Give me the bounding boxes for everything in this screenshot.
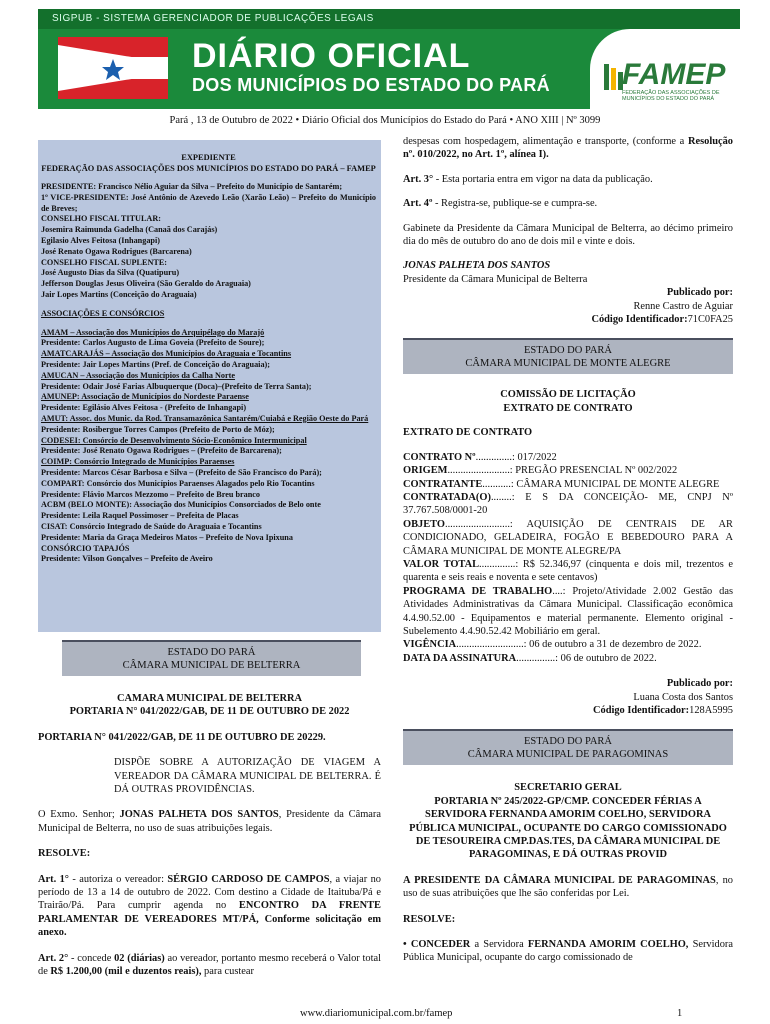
para-flag-icon [58,37,168,99]
paragominas-item: • CONCEDER a Servidora FERNANDA AMORIM COELHO, Servidora Pública Municipal, ocupante do cargo comissionado de [403,939,733,964]
association-line: ACBM (BELO MONTE): Associação dos Municípios Consorciados de Belo onte [41,500,321,510]
section-header-monte-alegre [403,338,733,374]
belterra-portaria: PORTARIA N° 041/2022/GAB, DE 11 DE OUTUBRO DE 20229. [38,731,326,743]
board-line: Jefferson Douglas Jesus Oliveira (São Geraldo do Araguaia) [41,279,251,289]
published-by-name: Renne Castro de Aguiar [633,300,733,312]
page-number: 1 [677,1008,683,1019]
belterra-ementa: DISPÕE SOBRE A AUTORIZAÇÃO DE VIAGEM A VEREADOR DA CÂMARA MUNICIPAL DE BELTERRA. É DÁ OUTRAS PROVIDÊNCIAS. [114,757,381,796]
belterra-signer-role: Presidente da Câmara Municipal de Belterra [403,273,588,285]
paragominas-portaria-title: PORTARIA Nº 245/2022-GP/CMP. CONCEDER FÉRIAS A SERVIDORA FERNANDA AMORIM COELHO, SERVIDORA PÚBLICA MUNICIPAL, OCUPANTE DO CARGO COMISSIONADO DE TESOUREIRA CMP.DAS.TES, DA CÂMARA MUNICIPAL DE PARAGOMINAS, E DÁ OUTRAS PROVID [409,795,727,861]
identifier-code: Código Identificador:71C0FA25 [591,314,733,326]
belterra-art3: Art. 3° - Esta portaria entra em vigor na data da publicação. [403,173,653,185]
famep-logo-subtitle: FEDERAÇÃO DAS ASSOCIAÇÕES DE MUNICÍPIOS DO ESTADO DO PARÁ [622,90,720,102]
expediente-org: FEDERAÇÃO DAS ASSOCIAÇÕES DOS MUNICÍPIOS DO ESTADO DO PARÁ – FAMEP [41,164,376,173]
monte-alegre-subheading: EXTRATO DE CONTRATO [503,402,633,414]
association-line: Presidente: José Renato Ogawa Rodrigues – (Prefeito de Barcarena); [41,446,282,456]
board-line: CONSELHO FISCAL SUPLENTE: [41,257,168,267]
famep-mark-icon [602,62,624,92]
belterra-art4: Art. 4º - Registra-se, publique-se e cumpra-se. [403,198,598,210]
belterra-intro: O Exmo. Senhor; JONAS PALHETA DOS SANTOS, Presidente da Câmara Municipal de Belterra, no uso de suas atribuições legais. [38,809,381,834]
belterra-resolve: RESOLVE: [38,848,91,860]
extrato-title: EXTRATO DE CONTRATO [403,427,533,439]
paragominas-intro: A PRESIDENTE DA CÂMARA MUNICIPAL DE PARAGOMINAS, no uso de suas atribuições que lhe são conferidas por Lei. [403,874,733,900]
paragominas-resolve: RESOLVE: [403,913,456,925]
association-line: AMATCARAJÁS – Associação dos Municípios do Araguaia e Tocantins [41,349,292,359]
published-by-label: Publicado por: [666,678,733,690]
board-line: Egilasio Alves Feitosa (Inhangapi) [41,235,160,245]
board-line: Jair Lopes Martins (Conceição do Araguaia) [41,289,197,299]
published-by-label: Publicado por: [666,287,733,299]
programa-field: PROGRAMA DE TRABALHO....: Projeto/Atividade 2.002 Gestão das Atividades Administrativas da Câmara Municipal. Classificação econômica 4.4.90.52.00 - Equipamentos e material permanente. Elemento original - Subelemento 4.4.90.52.42 Mobiliário em geral. [403,585,733,637]
belterra-art2: Art. 2° - concede 02 (diárias) ao vereador, portanto mesmo receberá o Valor total de R$ 1.200,00 (mil e duzentos reais), para custear [38,952,381,978]
association-line: Presidente: Marcos César Barbosa e Silva – (Prefeito de São Francisco do Pará); [41,467,322,477]
publication-title: DIÁRIO OFICIAL [192,37,471,75]
association-line: COMPART: Consórcio dos Municípios Paraenses Alagados pelo Rio Tocantins [41,478,315,488]
identifier-code: Código Identificador:128A5995 [593,705,733,716]
association-line: Presidente: Leila Raquel Possimoser – Prefeita de Placas [41,511,239,521]
contratada-field: CONTRATADA(O)........: E S DA CONCEIÇÃO- ME, CNPJ Nº 37.767.508/0001-20 [403,491,733,517]
association-line: CODESEI: Consórcio de Desenvolvimento Sócio-Econômico Intermunicipal [41,435,307,445]
association-line: Presidente: Egilásio Alves Feitosa - (Prefeito de Inhangapi) [41,403,247,413]
association-line: Presidente: Jair Lopes Martins (Pref. de Conceição do Araguaia); [41,359,270,369]
section-entity: CÂMARA MUNICIPAL DE MONTE ALEGRE [465,358,671,370]
section-entity: CÂMARA MUNICIPAL DE BELTERRA [122,660,301,671]
association-line: Presidente: Odair José Farias Albuquerque (Doca)–(Prefeito de Terra Santa); [41,381,312,391]
issue-info-line: Pará , 13 de Outubro de 2022 • Diário Oficial dos Municípios do Estado do Pará • ANO XIII | Nº 3099 [169,115,601,126]
expediente-title: EXPEDIENTE [181,153,236,162]
belterra-gabinete: Gabinete da Presidente da Câmara Municipal de Belterra, ao décimo primeiro dia do mês de outubro do ano de dois mil e vinte e dois. [403,222,733,248]
assinatura-field: DATA DA ASSINATURA...............: 06 de outubro de 2022. [403,652,657,664]
association-line: COIMP: Consórcio Integrado de Municípios Paraenses [41,457,235,467]
board-line: CONSELHO FISCAL TITULAR: [41,214,161,224]
association-line: AMUCAN – Associação dos Municípios da Calha Norte [41,370,236,380]
published-by-name: Luana Costa dos Santos [633,691,733,703]
board-line: PRESIDENTE: Francisco Nélio Aguiar da Silva – Prefeito do Município de Santarém; [41,182,343,191]
association-line: Presidente: Flávio Marcos Mezzomo – Prefeito de Breu branco [41,489,261,499]
paragominas-heading: SECRETARIO GERAL [514,782,622,794]
board-line: José Augusto Dias da Silva (Quatipuru) [41,268,180,278]
association-line: CISAT: Consórcio Integrado de Saúde do Araguaia e Tocantins [41,521,262,531]
contrato-field: CONTRATO Nº..............: 017/2022 [403,451,557,463]
system-name: SIGPUB - SISTEMA GERENCIADOR DE PUBLICAÇÕES LEGAIS [38,9,740,29]
belterra-portaria-heading: PORTARIA N° 041/2022/GAB, DE 11 DE OUTUBRO DE 2022 [69,706,350,718]
section-state: ESTADO DO PARÁ [523,345,613,357]
belterra-art2-continued: despesas com hospedagem, alimentação e transporte, (conforme a Resolução nº. 010/2022, no Art. 1º, alínea I). [403,136,733,161]
association-line: CONSÓRCIO TAPAJÓS [41,543,130,553]
association-line: Presidente: Carlos Augusto de Lima Goveia (Prefeito de Soure); [41,338,265,348]
associations-title: ASSOCIAÇÕES E CONSÓRCIOS [41,308,165,318]
famep-logo-text: FAMEP [622,58,726,91]
belterra-heading: CAMARA MUNICIPAL DE BELTERRA [116,693,303,704]
right-column [403,135,733,965]
monte-alegre-heading: COMISSÃO DE LICITAÇÃO [500,389,636,401]
section-entity: CÂMARA MUNICIPAL DE PARAGOMINAS [467,749,669,761]
footer-url[interactable]: www.diariomunicipal.com.br/famep [300,1008,453,1019]
expediente-box [38,140,381,632]
association-line: Presidente: Maria da Graça Medeiros Matos – Prefeito de Nova Ipixuna [41,532,293,542]
association-line: Presidente: Rosibergue Torres Campos (Prefeito de Porto de Móz); [41,424,275,434]
origem-field: ORIGEM........................: PREGÃO PRESENCIAL Nº 002/2022 [403,465,678,477]
valor-field: VALOR TOTAL..............: R$ 52.346,97 (cinquenta e dois mil, trezentos e quarenta e seis reais e noventa e sete centavos) [403,558,734,584]
vigencia-field: VIGÊNCIA..........................: 06 de outubro a 31 de dezembro de 2022. [403,639,702,651]
contratante-field: CONTRATANTE...........: CÂMARA MUNICIPAL DE MONTE ALEGRE [403,478,720,490]
publication-subtitle: DOS MUNICÍPIOS DO ESTADO DO PARÁ [192,75,550,95]
association-line: AMAM – Associação dos Municípios do Arquipélago do Marajó [41,327,265,337]
board-line: José Renato Ogawa Rodrigues (Barcarena) [41,246,192,256]
belterra-signer: JONAS PALHETA DOS SANTOS [403,260,551,272]
section-header-belterra [62,640,361,676]
famep-logo [600,56,736,104]
left-column [38,140,381,979]
association-line: Presidente: Vilson Gonçalves – Prefeito de Aveiro [41,554,213,564]
association-line: AMUNEP: Associação de Municípios do Nordeste Paraense [41,392,249,402]
board-line: Josemira Raimunda Gadelha (Canaã dos Carajás) [41,225,218,235]
board-line: 1º VICE-PRESIDENTE: José Antônio de Azevedo Leão (Xarão Leão) – Prefeito do Município de Breves; [41,192,376,213]
section-header-paragominas [403,729,733,765]
objeto-field: OBJETO.........................: AQUISIÇÃO DE CENTRAIS DE AR CONDICIONADO, GELADEIRA, FOGÃO E BEBEDOURO PARA A CÂMARA MUNICIPAL DE MONTE ALEGRE/PA [403,518,733,557]
association-line: AMUT: Assoc. dos Munic. da Rod. Transamazônica Santarém/Cuiabá e Região Oeste do Pará [41,413,369,423]
belterra-art1: Art. 1° - autoriza o vereador: SÉRGIO CARDOSO DE CAMPOS, a viajar no período de 13 a 14 de outubro de 2022. Com destino a Cidade de Itaituba/Pá e Trairão/Pá. Para cumprir agenda no ENCONTRO DA FRENTE PARLAMENTAR DE VEREADORES MT/PÁ, Conforme solicitação em anexo. [38,873,381,939]
section-state: ESTADO DO PARÁ [167,647,256,658]
associations-list [41,328,376,566]
section-state: ESTADO DO PARÁ [523,736,613,748]
